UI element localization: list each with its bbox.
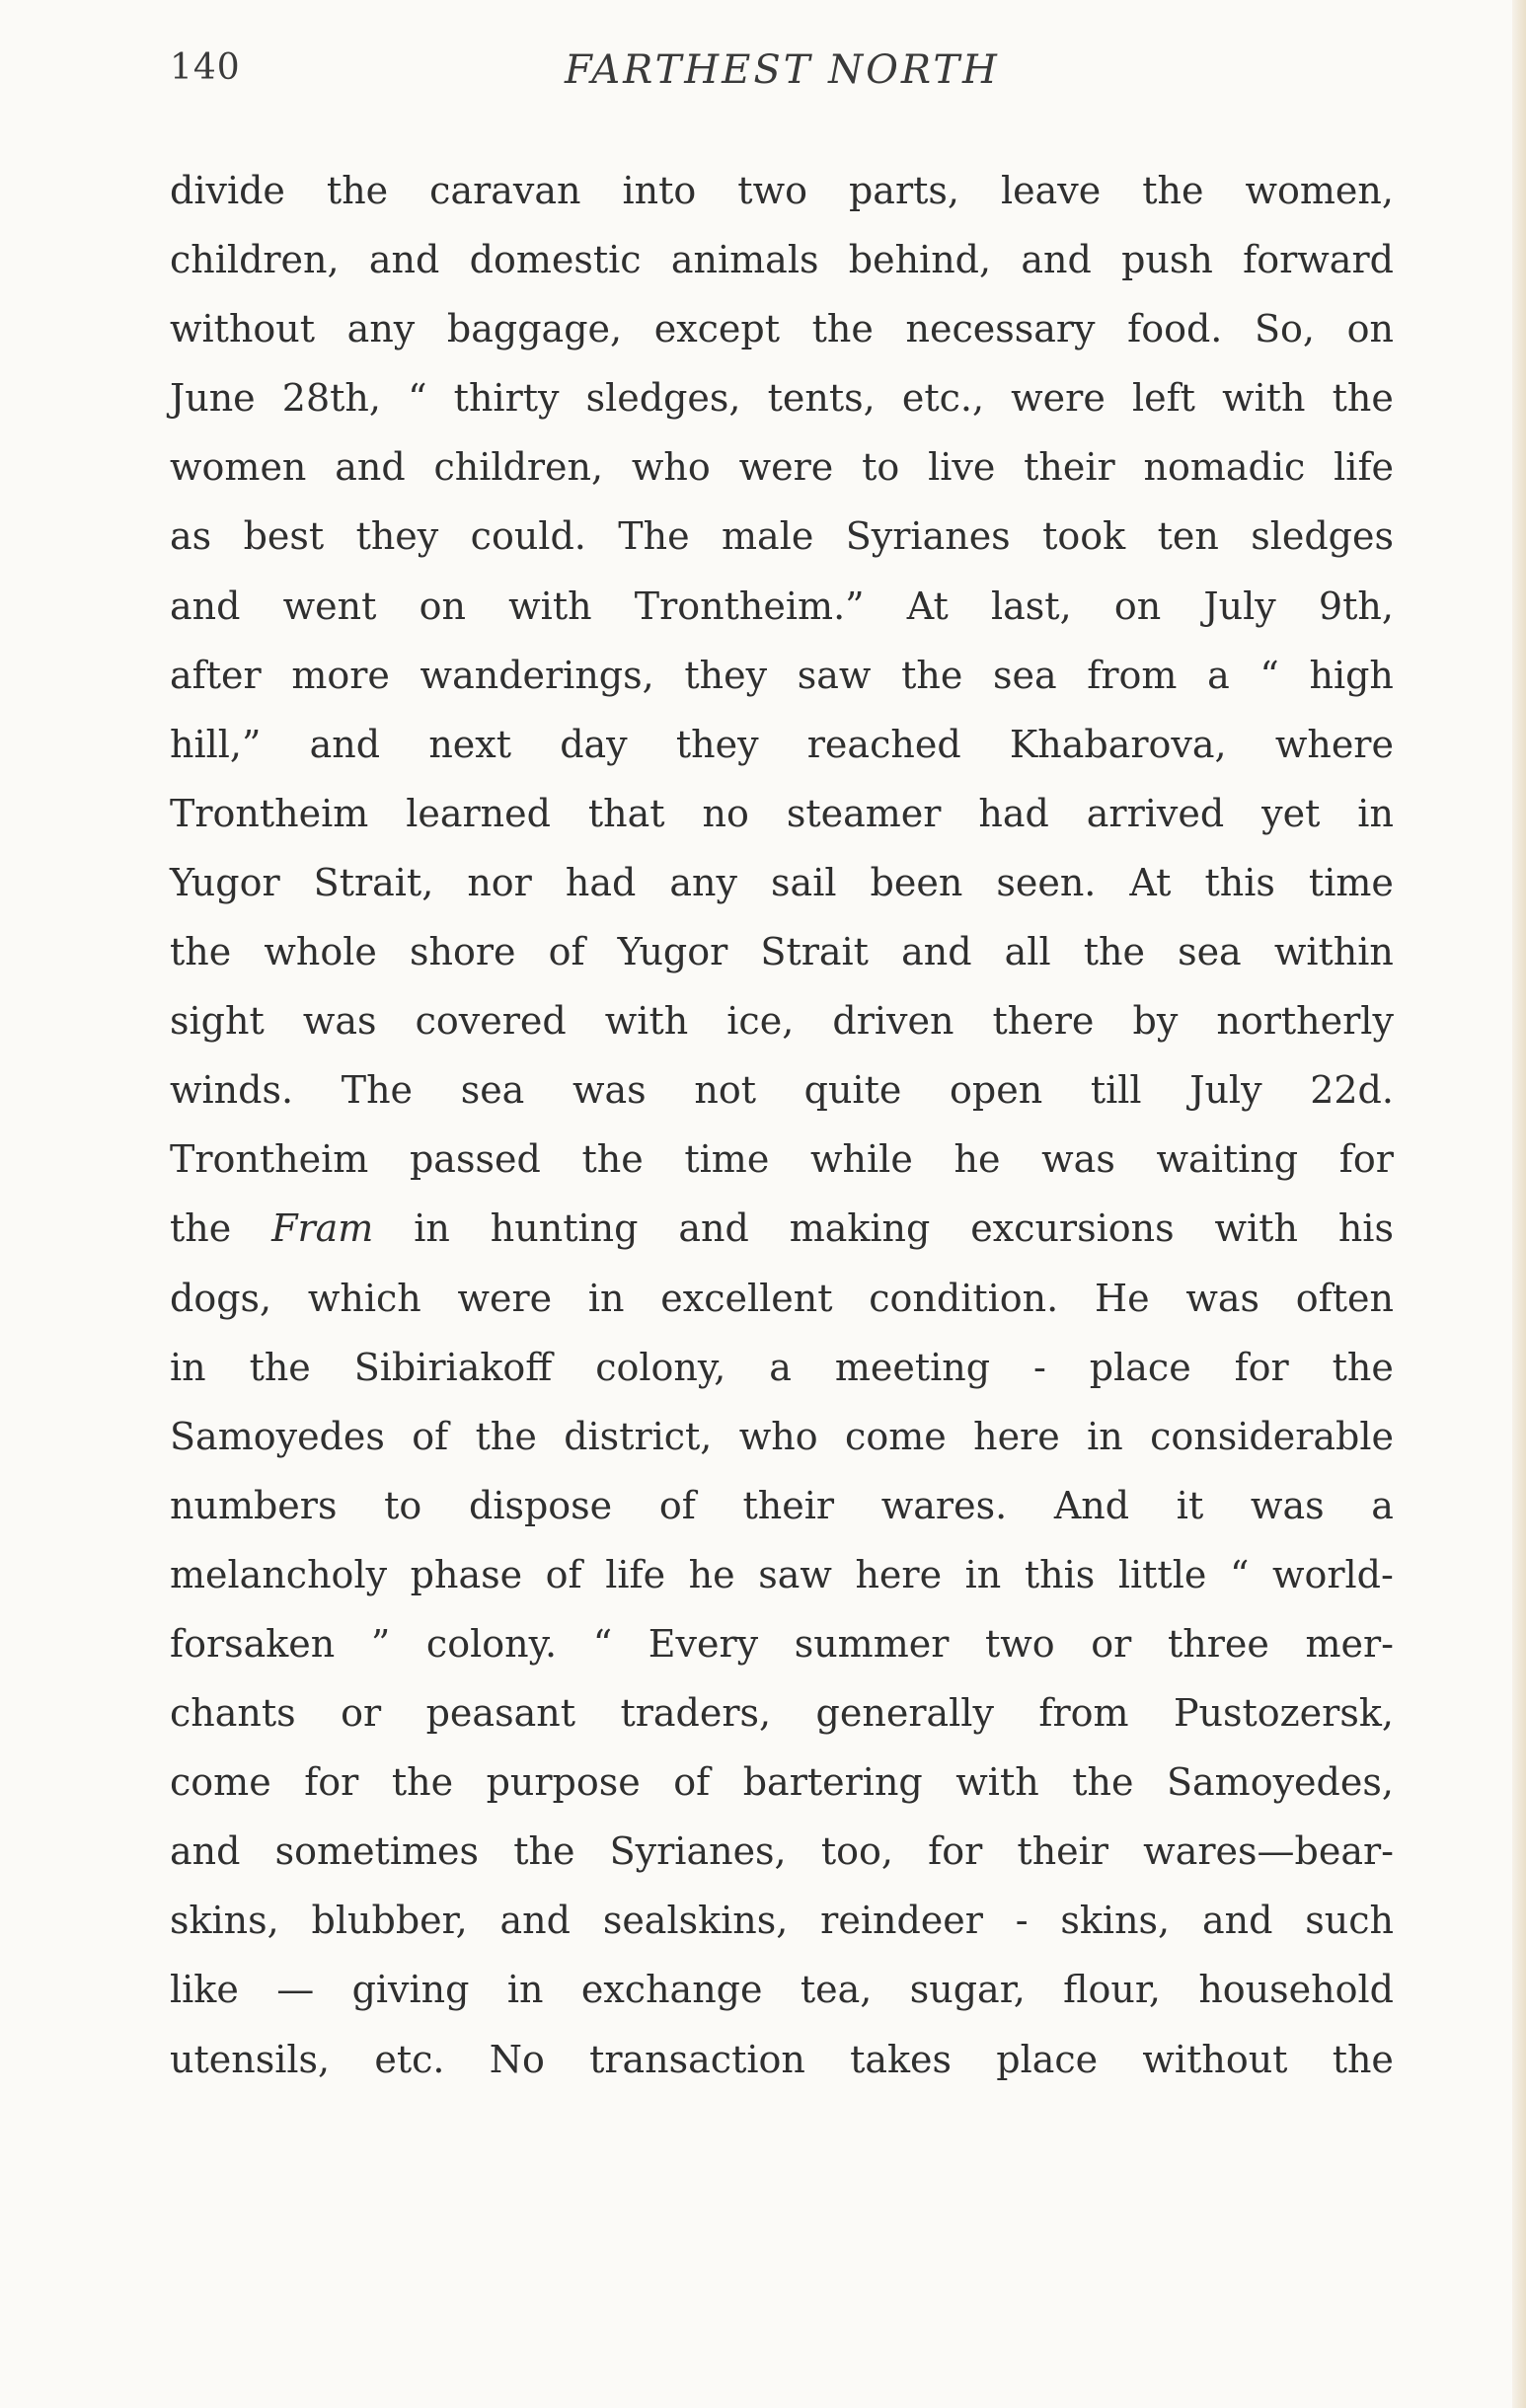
word: while bbox=[810, 1137, 913, 1182]
word: July bbox=[1189, 1068, 1262, 1113]
word: any bbox=[346, 307, 416, 351]
word: no bbox=[702, 791, 749, 835]
word: sea bbox=[992, 653, 1057, 697]
word: peasant bbox=[425, 1691, 575, 1736]
word: divide bbox=[170, 169, 285, 212]
word: in bbox=[506, 1968, 544, 2012]
word: live bbox=[928, 445, 996, 490]
word: women bbox=[170, 445, 307, 490]
word: yet bbox=[1261, 791, 1321, 835]
word: passed bbox=[409, 1137, 541, 1182]
word: in bbox=[1357, 791, 1394, 835]
word: purpose bbox=[486, 1760, 641, 1805]
word: on bbox=[1346, 307, 1394, 351]
word: reached bbox=[806, 722, 961, 766]
word: with bbox=[604, 999, 689, 1044]
word: and bbox=[170, 583, 241, 628]
word: women, bbox=[1245, 169, 1394, 212]
word: district, bbox=[564, 1414, 713, 1458]
word: the bbox=[170, 930, 232, 974]
text-line bbox=[170, 848, 1394, 917]
word: was bbox=[572, 1068, 647, 1113]
word: At bbox=[906, 583, 949, 628]
word: life bbox=[605, 1552, 666, 1596]
word: where bbox=[1274, 722, 1394, 766]
word: tents, bbox=[767, 376, 876, 421]
word: not bbox=[694, 1068, 756, 1113]
word: for bbox=[304, 1760, 359, 1805]
word: The bbox=[341, 1068, 414, 1113]
text-line bbox=[170, 432, 1394, 502]
word: meeting bbox=[834, 1345, 991, 1389]
word: was bbox=[1185, 1276, 1260, 1320]
word: winds. bbox=[170, 1068, 294, 1113]
word: open bbox=[950, 1068, 1043, 1113]
word: So, bbox=[1255, 307, 1316, 351]
word: in bbox=[1087, 1414, 1123, 1458]
word: phase bbox=[410, 1552, 523, 1596]
word: had bbox=[978, 791, 1049, 835]
word: etc., bbox=[901, 376, 985, 421]
text-line bbox=[170, 225, 1394, 294]
word: little bbox=[1117, 1552, 1207, 1596]
word: their bbox=[742, 1483, 835, 1527]
word: this bbox=[1024, 1552, 1096, 1596]
word: the bbox=[249, 1345, 311, 1389]
word: food. bbox=[1127, 307, 1223, 351]
word: were bbox=[457, 1276, 553, 1320]
word: “ bbox=[1259, 653, 1279, 697]
word: with bbox=[1214, 1206, 1298, 1251]
word: the bbox=[901, 653, 963, 697]
word: for bbox=[1234, 1345, 1289, 1389]
word: numbers bbox=[170, 1483, 338, 1527]
word: and bbox=[335, 445, 406, 490]
word: animals bbox=[670, 238, 819, 282]
page-edge bbox=[1512, 0, 1526, 2408]
word: wanderings, bbox=[420, 653, 654, 697]
word: considerable bbox=[1150, 1414, 1394, 1458]
word: two bbox=[985, 1621, 1055, 1666]
word: traders, bbox=[620, 1691, 772, 1736]
word: into bbox=[622, 169, 697, 212]
word: on bbox=[1113, 583, 1162, 628]
word: with bbox=[1222, 376, 1306, 421]
word: Every bbox=[648, 1621, 759, 1666]
word: he bbox=[954, 1137, 1001, 1182]
word: Syrianes bbox=[845, 514, 1011, 559]
word: 28th, bbox=[281, 376, 381, 421]
word: and bbox=[499, 1899, 571, 1943]
word: more bbox=[291, 653, 390, 697]
word: — bbox=[276, 1968, 315, 2012]
word: ice, bbox=[726, 999, 795, 1044]
word: ten bbox=[1157, 514, 1219, 559]
word: life bbox=[1334, 445, 1394, 490]
word: and bbox=[309, 722, 381, 766]
word: hunting bbox=[490, 1206, 639, 1251]
word: He bbox=[1094, 1276, 1150, 1320]
word: exchange bbox=[580, 1968, 763, 2012]
page-header bbox=[170, 47, 1394, 107]
word: sugar, bbox=[909, 1968, 1026, 2012]
text-line bbox=[170, 502, 1394, 571]
word: bartering bbox=[742, 1760, 923, 1805]
word: 9th, bbox=[1318, 583, 1394, 628]
word: the bbox=[475, 1414, 537, 1458]
word: blubber, bbox=[311, 1899, 468, 1943]
word: of bbox=[548, 930, 585, 974]
word: except bbox=[653, 307, 781, 351]
word: domestic bbox=[469, 238, 642, 282]
word: three bbox=[1167, 1621, 1269, 1666]
word: the bbox=[1332, 376, 1394, 421]
word: for bbox=[928, 1829, 983, 1874]
word: push bbox=[1121, 238, 1213, 282]
running-head: FARTHEST NORTH bbox=[565, 47, 1000, 93]
word: “ bbox=[408, 376, 427, 421]
word: next bbox=[428, 722, 511, 766]
word: the bbox=[326, 169, 389, 212]
word: with bbox=[955, 1760, 1039, 1805]
word: it bbox=[1176, 1483, 1204, 1527]
word: necessary bbox=[905, 307, 1096, 351]
word: mer- bbox=[1305, 1621, 1394, 1666]
word: And bbox=[1053, 1483, 1130, 1527]
word: wares. bbox=[880, 1483, 1008, 1527]
word: sometimes bbox=[274, 1829, 480, 1874]
word: children, bbox=[433, 445, 604, 490]
word: they bbox=[684, 653, 768, 697]
word: of bbox=[673, 1760, 711, 1805]
word: the bbox=[1083, 930, 1145, 974]
word: Yugor bbox=[170, 860, 280, 904]
word: who bbox=[738, 1414, 818, 1458]
word: shore bbox=[409, 930, 516, 974]
word: colony, bbox=[595, 1345, 726, 1389]
word: transaction bbox=[589, 2037, 805, 2081]
text-line bbox=[170, 1886, 1394, 1955]
word: was bbox=[1041, 1137, 1115, 1182]
word: and bbox=[678, 1206, 749, 1251]
text-line bbox=[170, 710, 1394, 779]
word: till bbox=[1090, 1068, 1142, 1113]
body-text bbox=[170, 156, 1394, 2094]
word: their bbox=[1017, 1829, 1108, 1874]
word: took bbox=[1042, 514, 1126, 559]
word: to bbox=[384, 1483, 422, 1527]
word: their bbox=[1024, 445, 1115, 490]
word: forward bbox=[1243, 238, 1394, 282]
word: as bbox=[170, 514, 212, 559]
word: the bbox=[811, 307, 874, 351]
word: day bbox=[560, 722, 628, 766]
word: come bbox=[170, 1760, 271, 1805]
text-line bbox=[170, 1194, 1394, 1263]
text-line bbox=[170, 1955, 1394, 2024]
word: often bbox=[1295, 1276, 1394, 1320]
word: the bbox=[170, 1206, 232, 1251]
word: were bbox=[738, 445, 834, 490]
text-line bbox=[170, 1678, 1394, 1748]
word: time bbox=[684, 1137, 770, 1182]
word: utensils, bbox=[170, 2037, 331, 2081]
word: Strait, bbox=[313, 860, 434, 904]
word: could. bbox=[470, 514, 586, 559]
word: takes bbox=[850, 2037, 953, 2081]
word: such bbox=[1305, 1899, 1394, 1943]
text-line bbox=[170, 572, 1394, 641]
word: sledges, bbox=[585, 376, 741, 421]
word: At bbox=[1129, 860, 1172, 904]
word: the bbox=[581, 1137, 644, 1182]
word: world- bbox=[1271, 1552, 1394, 1596]
word: this bbox=[1204, 860, 1275, 904]
word: were bbox=[1011, 376, 1106, 421]
word: place bbox=[1089, 1345, 1191, 1389]
word: in bbox=[964, 1552, 1002, 1596]
word: melancholy bbox=[170, 1552, 388, 1596]
word: skins, bbox=[170, 1899, 279, 1943]
word: Samoyedes bbox=[170, 1414, 385, 1458]
word: of bbox=[545, 1552, 582, 1596]
word: giving bbox=[351, 1968, 470, 2012]
word: reindeer bbox=[820, 1899, 983, 1943]
word: by bbox=[1132, 999, 1179, 1044]
word: saw bbox=[758, 1552, 832, 1596]
italic-word: Fram bbox=[271, 1206, 374, 1251]
word: they bbox=[675, 722, 759, 766]
word: and bbox=[170, 1829, 241, 1874]
word: tea, bbox=[800, 1968, 873, 2012]
word: Strait bbox=[760, 930, 869, 974]
word: for bbox=[1338, 1137, 1394, 1182]
word: without bbox=[1142, 2037, 1288, 2081]
word: waiting bbox=[1156, 1137, 1299, 1182]
word: seen. bbox=[996, 860, 1097, 904]
word: flour, bbox=[1063, 1968, 1161, 2012]
text-line bbox=[170, 779, 1394, 848]
word: two bbox=[737, 169, 807, 212]
word: nomadic bbox=[1143, 445, 1306, 490]
word: nor bbox=[467, 860, 532, 904]
word: been bbox=[870, 860, 963, 904]
word: was bbox=[1250, 1483, 1325, 1527]
word: high bbox=[1309, 653, 1394, 697]
word: a bbox=[1207, 653, 1230, 697]
word: the bbox=[1332, 1345, 1394, 1389]
word: sledges bbox=[1251, 514, 1394, 559]
word: from bbox=[1087, 653, 1178, 697]
word: and bbox=[1201, 1899, 1273, 1943]
text-line bbox=[170, 1125, 1394, 1194]
word: household bbox=[1198, 1968, 1394, 2012]
word: was bbox=[302, 999, 377, 1044]
word: any bbox=[669, 860, 737, 904]
text-line bbox=[170, 1817, 1394, 1886]
word: making bbox=[789, 1206, 931, 1251]
word: Khabarova, bbox=[1009, 722, 1227, 766]
word: sea bbox=[460, 1068, 525, 1113]
word: steamer bbox=[786, 791, 942, 835]
word: Yugor bbox=[617, 930, 728, 974]
word: etc. bbox=[374, 2037, 445, 2081]
word: the bbox=[1142, 169, 1204, 212]
text-line bbox=[170, 986, 1394, 1055]
word: went bbox=[282, 583, 377, 628]
text-line bbox=[170, 1609, 1394, 1678]
word: hill,” bbox=[170, 722, 262, 766]
word: best bbox=[243, 514, 325, 559]
page-number: 140 bbox=[170, 47, 241, 88]
word: - bbox=[1033, 1345, 1046, 1389]
word: to bbox=[862, 445, 900, 490]
word: or bbox=[1091, 1621, 1132, 1666]
word: with bbox=[508, 583, 592, 628]
word: in bbox=[587, 1276, 625, 1320]
word: all bbox=[1004, 930, 1051, 974]
word: male bbox=[722, 514, 814, 559]
word: the bbox=[1332, 2037, 1394, 2081]
word: the bbox=[391, 1760, 454, 1805]
word: too, bbox=[820, 1829, 893, 1874]
word: a bbox=[1371, 1483, 1394, 1527]
word: “ bbox=[592, 1621, 613, 1666]
word: learned bbox=[406, 791, 551, 835]
word: on bbox=[419, 583, 466, 628]
text-line bbox=[170, 1055, 1394, 1125]
word: a bbox=[769, 1345, 792, 1389]
word: Samoyedes, bbox=[1166, 1760, 1394, 1805]
word: in bbox=[170, 1345, 206, 1389]
word: forsaken bbox=[170, 1621, 336, 1666]
text-line bbox=[170, 1471, 1394, 1540]
word: behind, bbox=[848, 238, 992, 282]
word: Trontheim bbox=[170, 791, 369, 835]
text-line bbox=[170, 156, 1394, 225]
word: sail bbox=[771, 860, 837, 904]
word: colony. bbox=[425, 1621, 558, 1666]
text-line bbox=[170, 2025, 1394, 2094]
word: baggage, bbox=[446, 307, 623, 351]
word: thirty bbox=[453, 376, 560, 421]
word: northerly bbox=[1216, 999, 1394, 1044]
word: which bbox=[307, 1276, 421, 1320]
word: his bbox=[1337, 1206, 1394, 1251]
word: and bbox=[901, 930, 972, 974]
word: skins, bbox=[1060, 1899, 1171, 1943]
word: July bbox=[1203, 583, 1276, 628]
text-line bbox=[170, 363, 1394, 432]
word: had bbox=[565, 860, 637, 904]
word: of bbox=[412, 1414, 449, 1458]
word: saw bbox=[797, 653, 872, 697]
word: - bbox=[1015, 1899, 1029, 1943]
word: covered bbox=[415, 999, 567, 1044]
text-line bbox=[170, 1540, 1394, 1609]
word: caravan bbox=[429, 169, 581, 212]
word: children, bbox=[170, 238, 340, 282]
word: Pustozersk, bbox=[1173, 1691, 1394, 1736]
word: The bbox=[618, 514, 690, 559]
word: condition. bbox=[869, 1276, 1059, 1320]
word: Sibiriakoff bbox=[353, 1345, 553, 1389]
word: arrived bbox=[1086, 791, 1225, 835]
word: in bbox=[414, 1206, 450, 1251]
word: here bbox=[855, 1552, 943, 1596]
text-line bbox=[170, 294, 1394, 363]
word: “ bbox=[1229, 1552, 1250, 1596]
text-line bbox=[170, 1402, 1394, 1471]
text-line bbox=[170, 1333, 1394, 1402]
word: excursions bbox=[970, 1206, 1175, 1251]
word: ” bbox=[370, 1621, 391, 1666]
word: here bbox=[973, 1414, 1060, 1458]
word: 22d. bbox=[1310, 1068, 1394, 1113]
word: he bbox=[688, 1552, 735, 1596]
text-line bbox=[170, 917, 1394, 986]
word: quite bbox=[803, 1068, 902, 1113]
word: that bbox=[587, 791, 665, 835]
word: of bbox=[658, 1483, 696, 1527]
word: they bbox=[355, 514, 439, 559]
word: left bbox=[1131, 376, 1195, 421]
word: or bbox=[341, 1691, 382, 1736]
word: sea bbox=[1178, 930, 1242, 974]
word: the bbox=[513, 1829, 575, 1874]
word: time bbox=[1308, 860, 1394, 904]
word: chants bbox=[170, 1691, 296, 1736]
word: who bbox=[631, 445, 711, 490]
word: the bbox=[1072, 1760, 1134, 1805]
word: last, bbox=[991, 583, 1072, 628]
word: wares—bear- bbox=[1143, 1829, 1394, 1874]
word: from bbox=[1038, 1691, 1129, 1736]
word: No bbox=[489, 2037, 545, 2081]
word: June bbox=[170, 376, 256, 421]
word: leave bbox=[1000, 169, 1102, 212]
word: Syrianes, bbox=[609, 1829, 787, 1874]
word: dogs, bbox=[170, 1276, 272, 1320]
word: and bbox=[1021, 238, 1092, 282]
word: within bbox=[1273, 930, 1394, 974]
word: come bbox=[845, 1414, 947, 1458]
word: excellent bbox=[660, 1276, 833, 1320]
word: Trontheim.” bbox=[634, 583, 865, 628]
word: place bbox=[996, 2037, 1099, 2081]
word: dispose bbox=[469, 1483, 613, 1527]
word: there bbox=[992, 999, 1095, 1044]
word: whole bbox=[264, 930, 377, 974]
word: without bbox=[170, 307, 316, 351]
word: driven bbox=[832, 999, 954, 1044]
text-line bbox=[170, 1264, 1394, 1333]
word: generally bbox=[815, 1691, 994, 1736]
word: Trontheim bbox=[170, 1137, 369, 1182]
word: like bbox=[170, 1968, 239, 2012]
word: parts, bbox=[848, 169, 959, 212]
text-line bbox=[170, 641, 1394, 710]
text-line bbox=[170, 1748, 1394, 1817]
word: sealskins, bbox=[602, 1899, 789, 1943]
word: summer bbox=[794, 1621, 950, 1666]
word: and bbox=[368, 238, 440, 282]
word: after bbox=[170, 653, 262, 697]
word: sight bbox=[170, 999, 265, 1044]
